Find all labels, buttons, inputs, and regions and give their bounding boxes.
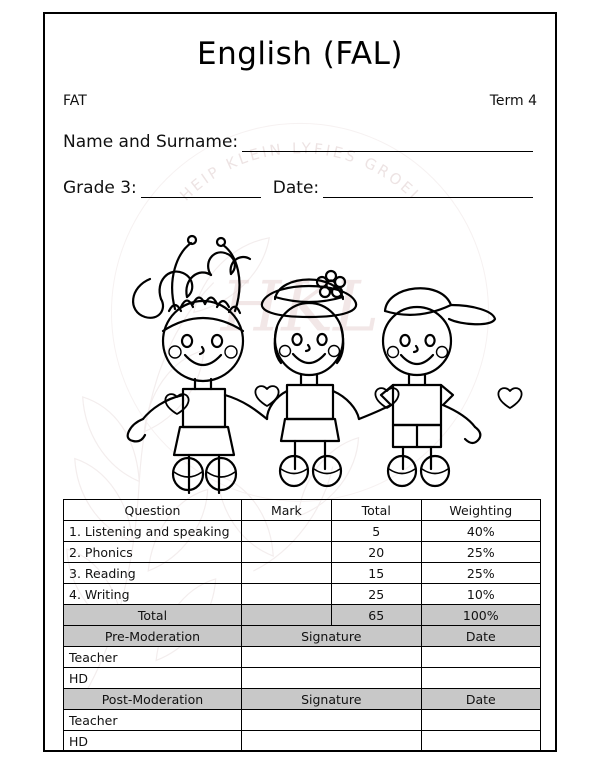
pre-moderation-signature-header: Signature (241, 626, 421, 647)
pre-moderation-label: Pre-Moderation (64, 626, 242, 647)
post-moderation-label: Post-Moderation (64, 689, 242, 710)
weighting-value: 25% (421, 563, 540, 584)
total-total-value: 65 (331, 605, 421, 626)
total-label: Total (64, 605, 242, 626)
total-value: 25 (331, 584, 421, 605)
post-moderation-hd-signature[interactable] (241, 731, 421, 752)
mark-input[interactable] (241, 521, 331, 542)
grade-and-date-field[interactable] (63, 178, 533, 198)
svg-text:HEIP KLEIN LYFIES GROEI: HEIP KLEIN LYFIES GROEI (176, 139, 424, 205)
total-mark-input[interactable] (241, 605, 331, 626)
header-total: Total (331, 500, 421, 521)
post-moderation-teacher-signature[interactable] (241, 710, 421, 731)
name-field-input[interactable] (242, 137, 533, 152)
question-label: 2. Phonics (64, 542, 242, 563)
table-total-row (64, 605, 541, 626)
table-row (64, 710, 541, 731)
pre-moderation-teacher-signature[interactable] (241, 647, 421, 668)
pre-moderation-hd-signature[interactable] (241, 668, 421, 689)
weighting-value: 25% (421, 542, 540, 563)
post-moderation-hd-date[interactable] (421, 731, 540, 752)
header-mark: Mark (241, 500, 331, 521)
three-children-holding-hands-icon (95, 219, 525, 494)
header-weighting: Weighting (421, 500, 540, 521)
weighting-value: 40% (421, 521, 540, 542)
date-field-label: Date: (272, 178, 320, 198)
total-value: 5 (331, 521, 421, 542)
table-header-row (64, 500, 541, 521)
svg-text:HKL: HKL (220, 266, 380, 348)
pre-moderation-header-row (64, 626, 541, 647)
post-moderation-teacher-date[interactable] (421, 710, 540, 731)
pre-moderation-hd-date[interactable] (421, 668, 540, 689)
post-moderation-hd-label: HD (64, 731, 242, 752)
header-question: Question (64, 500, 242, 521)
assessment-type-label: FAT (63, 93, 87, 109)
sheet-border (43, 12, 557, 752)
name-field-label: Name and Surname: (63, 132, 239, 152)
table-row (64, 563, 541, 584)
table-row (64, 542, 541, 563)
pre-moderation-date-header: Date (421, 626, 540, 647)
total-value: 15 (331, 563, 421, 584)
grade-field-label: Grade 3: (63, 178, 137, 198)
mark-input[interactable] (241, 584, 331, 605)
pre-moderation-teacher-label: Teacher (64, 647, 242, 668)
total-value: 20 (331, 542, 421, 563)
table-row (64, 668, 541, 689)
question-label: 1. Listening and speaking (64, 521, 242, 542)
name-and-surname-field[interactable] (63, 132, 533, 152)
weighting-value: 10% (421, 584, 540, 605)
mark-input[interactable] (241, 542, 331, 563)
grade-field-input[interactable] (141, 183, 261, 198)
question-label: 4. Writing (64, 584, 242, 605)
post-moderation-date-header: Date (421, 689, 540, 710)
post-moderation-header-row (64, 689, 541, 710)
table-row (64, 521, 541, 542)
mark-input[interactable] (241, 563, 331, 584)
total-weighting-value: 100% (421, 605, 540, 626)
question-label: 3. Reading (64, 563, 242, 584)
post-moderation-signature-header: Signature (241, 689, 421, 710)
date-field-input[interactable] (323, 183, 533, 198)
table-row (64, 647, 541, 668)
post-moderation-teacher-label: Teacher (64, 710, 242, 731)
pre-moderation-teacher-date[interactable] (421, 647, 540, 668)
assessment-marks-table (63, 499, 541, 752)
page-title: English (FAL) (197, 36, 403, 72)
table-row (64, 731, 541, 752)
pre-moderation-hd-label: HD (64, 668, 242, 689)
table-row (64, 584, 541, 605)
term-label: Term 4 (489, 93, 537, 109)
